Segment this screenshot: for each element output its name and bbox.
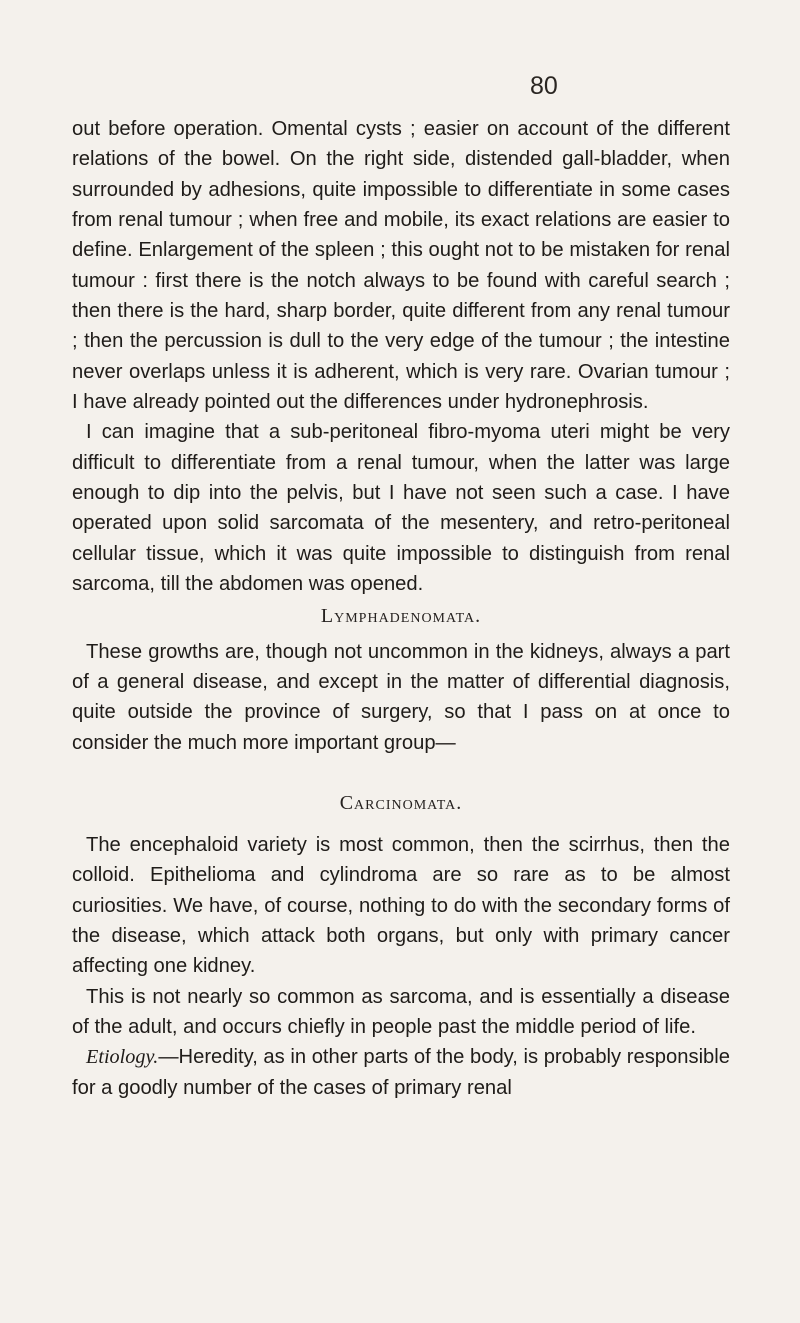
paragraph-carcinoma-varieties: The encephaloid variety is most common, then the scirrhus, then the colloid. Epithelioma and cylindroma are so rare as to be almost curiosities. We have, of course, nothing to do with the secondary forms of the disease, which attack both organs, but only with primary cancer affecting one kidney. (72, 833, 730, 978)
section-heading-carcinomata: Carcinomata. (339, 791, 463, 814)
paragraph-carcinoma-frequency: This is not nearly so common as sarcoma, and is essentially a disease of the adult, and occurs chiefly in people past the middle period of life. (72, 985, 730, 1038)
etiology-text: —Heredity, as in other parts of the body, is probably responsible for a goodly number of the cases of primary renal (72, 1046, 730, 1099)
etiology-label: Etiology. (86, 1046, 159, 1069)
paragraph-etiology (72, 1042, 730, 1103)
section-heading-lymphadenomata: Lymphadenomata. (320, 604, 482, 627)
page-number: 80 (530, 72, 558, 100)
paragraph-fibromyoma: I can imagine that a sub-peritoneal fibro-myoma uteri might be very difficult to differentiate from a renal tumour, when the latter was large enough to dip into the pelvis, but I have not seen such a case. I have operated upon solid sarcomata of the mesentery, and retro-peritoneal cellular tissue, which it was quite impossible to distinguish from renal sarcoma, till the abdomen was opened. (72, 421, 730, 596)
paragraph-differential-diagnosis: out before operation. Omental cysts ; easier on account of the different relations of the bowel. On the right side, distended gall-bladder, when surrounded by adhesions, quite impossible to differentiate in some cases from renal tumour ; when free and mobile, its exact relations are easier to define. Enlargement of the spleen ; this ought not to be mistaken for renal tumour : first there is the notch always to be found with careful search ; then there is the hard, sharp border, quite different from any renal tumour ; then the percussion is dull to the very edge of the tumour ; the intestine never overlaps unless it is adherent, which is very rare. Ovarian tumour ; I have already pointed out the differences under hydronephrosis. (72, 118, 730, 414)
paragraph-lymphadenomata: These growths are, though not uncommon in the kidneys, always a part of a general disease, and except in the matter of differential diagnosis, quite outside the province of surgery, so that I pass on at once to consider the much more important group— (72, 640, 730, 754)
body-text (72, 114, 730, 1103)
